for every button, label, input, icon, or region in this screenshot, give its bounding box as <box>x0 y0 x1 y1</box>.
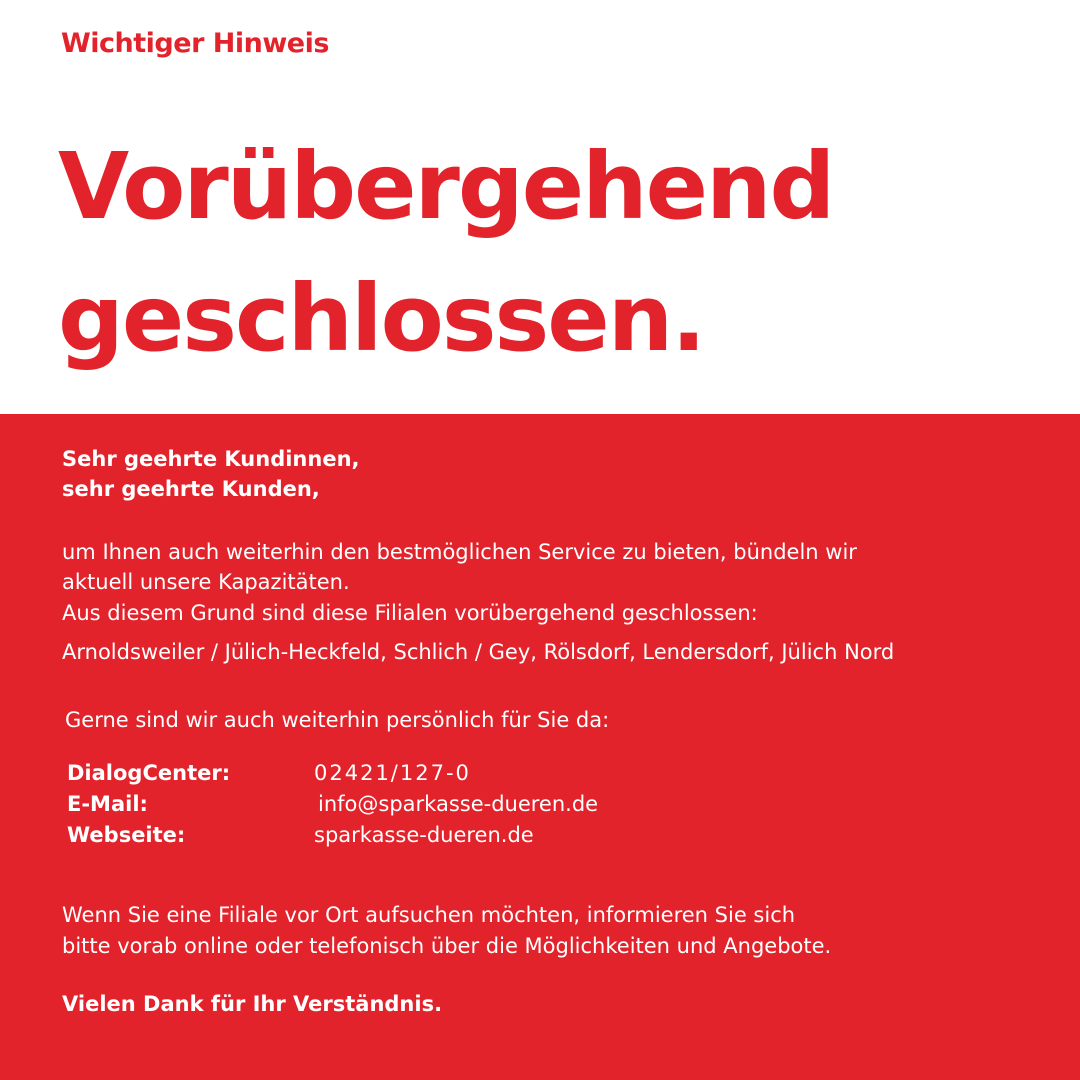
headline <box>58 121 833 385</box>
contact-label-website: Webseite: <box>67 823 186 847</box>
visit-line-1: Wenn Sie eine Filiale vor Ort aufsuchen möchten, informieren Sie sich <box>62 903 796 927</box>
reason-line: Aus diesem Grund sind diese Filialen vorübergehend geschlossen: <box>62 601 758 625</box>
salutation-line-2: sehr geehrte Kunden, <box>62 477 320 501</box>
thanks-text: Vielen Dank für Ihr Verständnis. <box>62 992 443 1016</box>
contact-label-dialogcenter: DialogCenter: <box>67 761 231 785</box>
contact-value-phone: 02421/127-0 <box>314 761 471 785</box>
headline-line-1: Vorübergehend <box>58 133 834 240</box>
headline-line-2: geschlossen. <box>58 265 705 372</box>
visit-line-2: bitte vorab online oder telefonisch über die Möglichkeiten und Angebote. <box>62 934 832 958</box>
contact-value-email: info@sparkasse-dueren.de <box>318 792 599 816</box>
intro-line-2: aktuell unsere Kapazitäten. <box>62 570 350 594</box>
notice-panel <box>0 414 1080 1080</box>
contact-value-website: sparkasse-dueren.de <box>314 823 534 847</box>
salutation-line-1: Sehr geehrte Kundinnen, <box>62 447 360 471</box>
kicker-text: Wichtiger Hinweis <box>61 28 329 59</box>
intro-line-1: um Ihnen auch weiterhin den bestmöglichen Service zu bieten, bündeln wir <box>62 540 857 564</box>
contact-label-email: E-Mail: <box>67 792 148 816</box>
contact-intro: Gerne sind wir auch weiterhin persönlich für Sie da: <box>65 708 610 732</box>
branches-list: Arnoldsweiler / Jülich-Heckfeld, Schlich / Gey, Rölsdorf, Lendersdorf, Jülich Nord <box>62 640 895 664</box>
header-section <box>0 0 1080 414</box>
